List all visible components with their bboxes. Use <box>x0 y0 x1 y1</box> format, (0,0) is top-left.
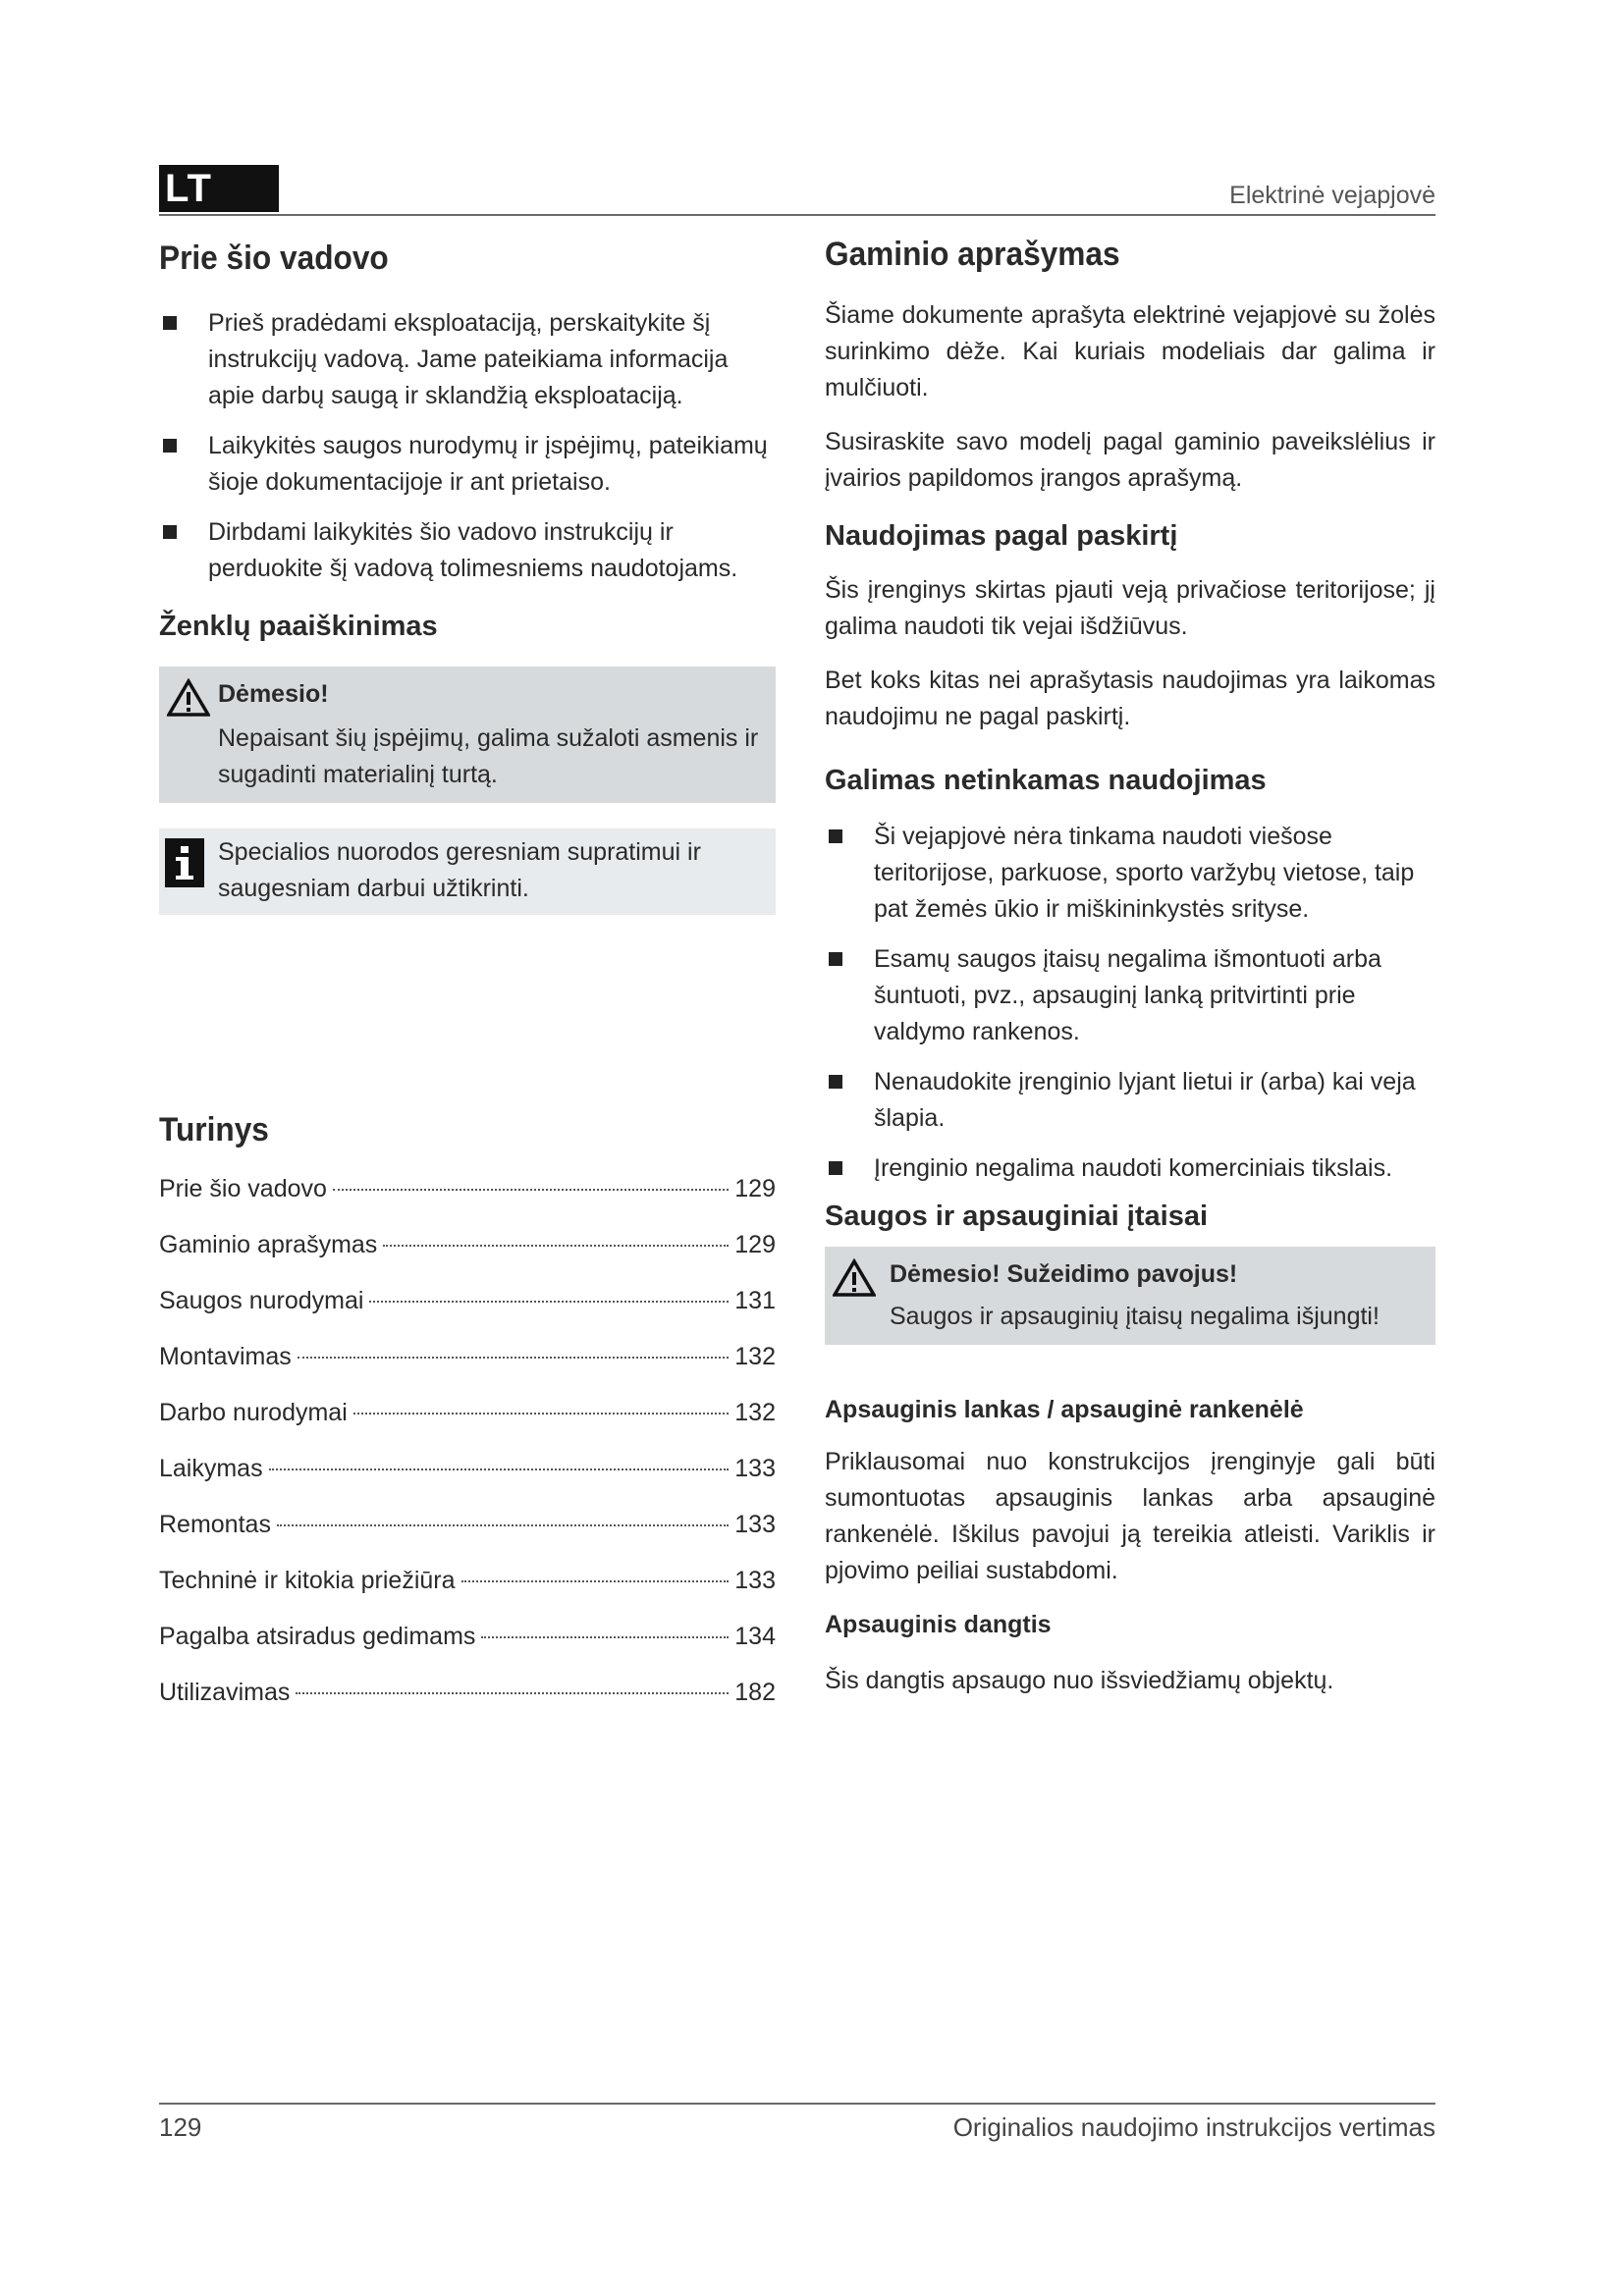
bullet-icon <box>829 1161 842 1175</box>
toc-entry[interactable]: Montavimas 132 <box>159 1343 776 1370</box>
toc-entry[interactable]: Prie šio vadovo 129 <box>159 1175 776 1202</box>
list-item: Ši vejapjovė nėra tinkama naudoti viešose teritorijose, parkuose, sporto varžybų vietose, taip pat žemės ūkio ir miškininkystės srityse. <box>825 819 1435 928</box>
misuse-list <box>825 819 1435 1187</box>
safety-bar-text: Priklausomai nuo konstrukcijos įrenginyje gali būti sumontuotas apsauginis lankas arba apsauginė rankenėlė. Iškilus pavojui ją tereikia atleisti. Variklis ir pjovimo peiliai sustabdomi. <box>825 1448 1435 1584</box>
language-badge: LT <box>159 165 279 212</box>
toc-entry[interactable]: Pagalba atsiradus gedimams 134 <box>159 1623 776 1650</box>
product-title: Gaminio aprašymas <box>825 236 1120 273</box>
warning-title: Dėmesio! <box>218 680 329 708</box>
product-paragraph-2: Susiraskite savo modelį pagal gaminio paveikslėlius ir įvairios papildomos įrangos aprašymą. <box>825 428 1435 492</box>
safety-cover-title: Apsauginis dangtis <box>825 1611 1052 1638</box>
list-item: Įrenginio negalima naudoti komerciniais tikslais. <box>825 1150 1435 1187</box>
toc-title: Turinys <box>159 1111 269 1148</box>
left-column <box>159 236 776 1731</box>
toc-entry[interactable]: Utilizavimas 182 <box>159 1679 776 1706</box>
misuse-title: Galimas netinkamas naudojimas <box>825 765 1267 796</box>
bullet-icon <box>163 525 177 539</box>
page-header <box>159 165 1435 216</box>
toc-entry[interactable]: Darbo nurodymai 132 <box>159 1399 776 1426</box>
warning-text: Nepaisant šių įspėjimų, galima sužaloti asmenis ir sugadinti materialinį turtą. <box>218 724 759 788</box>
toc-entry[interactable]: Saugos nurodymai 131 <box>159 1287 776 1314</box>
list-item: Nenaudokite įrenginio lyjant lietui ir (arba) kai veja šlapia. <box>825 1064 1435 1137</box>
safety-devices-title: Saugos ir apsauginiai įtaisai <box>825 1201 1209 1232</box>
toc-entry[interactable]: Techninė ir kitokia priežiūra 133 <box>159 1567 776 1594</box>
safety-cover-text: Šis dangtis apsaugo nuo išsviedžiamų objektų. <box>825 1667 1334 1694</box>
footer-text: Originalios naudojimo instrukcijos vertimas <box>952 2112 1435 2142</box>
list-item: Prieš pradėdami eksploataciją, perskaitykite šį instrukcijų vadovą. Jame pateikiama informacija apie darbų saugą ir sklandžią eksploataciją. <box>159 305 776 414</box>
bullet-icon <box>163 439 177 453</box>
right-column <box>825 236 1435 1699</box>
toc-entry[interactable]: Remontas 133 <box>159 1511 776 1538</box>
info-icon <box>165 838 204 898</box>
safety-warning-title: Dėmesio! Sužeidimo pavojus! <box>890 1260 1238 1288</box>
page-footer <box>159 2103 1435 2146</box>
safety-warning-text: Saugos ir apsauginių įtaisų negalima išjungti! <box>890 1303 1380 1330</box>
bullet-icon <box>829 952 842 966</box>
intended-use-paragraph-1: Šis įrenginys skirtas pjauti veją privačiose teritorijose; jį galima naudoti tik vejai išdžiūvus. <box>825 576 1435 640</box>
signs-title: Ženklų paaiškinimas <box>159 611 438 642</box>
warning-triangle-icon <box>833 1258 876 1308</box>
list-item: Esamų saugos įtaisų negalima išmontuoti arba šuntuoti, pvz., apsauginį lanką pritvirtinti prie valdymo rankenos. <box>825 941 1435 1050</box>
bullet-icon <box>829 1075 842 1089</box>
intended-use-paragraph-2: Bet koks kitas nei aprašytasis naudojimas yra laikomas naudojimu ne pagal paskirtį. <box>825 667 1435 730</box>
list-item: Laikykitės saugos nurodymų ir įspėjimų, pateikiamų šioje dokumentacijoje ir ant prietaiso. <box>159 428 776 501</box>
info-box <box>159 828 776 915</box>
intended-use-title: Naudojimas pagal paskirtį <box>825 520 1178 552</box>
toc-entry[interactable]: Laikymas 133 <box>159 1455 776 1482</box>
info-text: Specialios nuorodos geresniam supratimui ir saugesniam darbui užtikrinti. <box>218 838 701 902</box>
bullet-icon <box>163 316 177 330</box>
about-list <box>159 305 776 587</box>
about-title: Prie šio vadovo <box>159 240 389 277</box>
safety-bar-title: Apsauginis lankas / apsauginė rankenėlė <box>825 1396 1304 1423</box>
header-title: Elektrinė vejapjovė <box>1229 182 1435 209</box>
page-number: 129 <box>159 2112 202 2142</box>
warning-triangle-icon <box>167 678 210 728</box>
toc-entry[interactable]: Gaminio aprašymas 129 <box>159 1231 776 1258</box>
list-item: Dirbdami laikykitės šio vadovo instrukcijų ir perduokite šį vadovą tolimesniems naudotojams. <box>159 514 776 587</box>
table-of-contents <box>159 1171 776 1731</box>
warning-box <box>159 667 776 803</box>
safety-warning-box <box>825 1247 1435 1345</box>
bullet-icon <box>829 829 842 843</box>
product-paragraph-1: Šiame dokumente aprašyta elektrinė vejapjovė su žolės surinkimo dėže. Kai kuriais modeliais dar galima ir mulčiuoti. <box>825 301 1435 401</box>
